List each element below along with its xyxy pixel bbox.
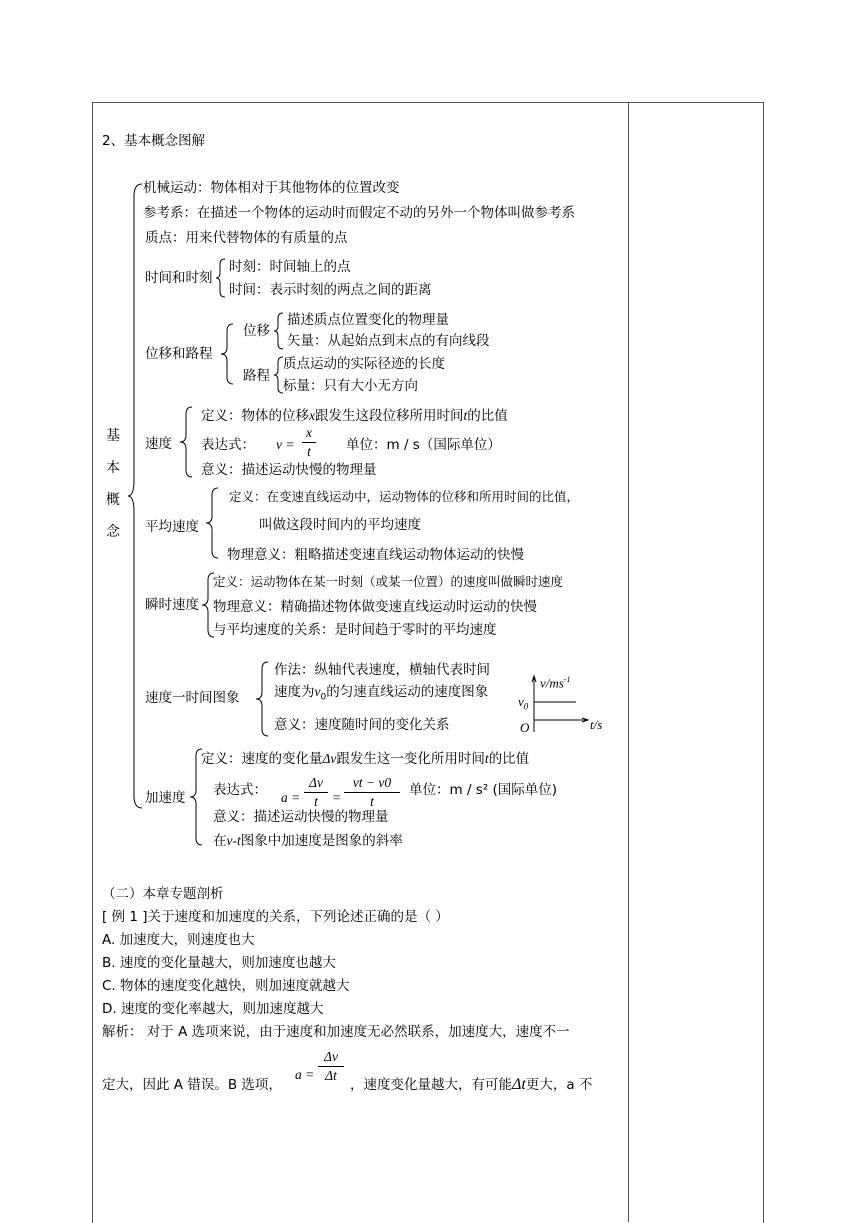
path-sub-label: 路程 xyxy=(243,368,270,384)
acceleration-def: 定义：速度的变化量Δv跟发生这一变化所用时间t的比值 xyxy=(201,751,530,767)
vt-axis-y-label: $v/ms^{-1}$ xyxy=(540,675,571,691)
example-option-b: B. 速度的变化量越大，则加速度也越大 xyxy=(102,955,336,971)
path-def: 质点运动的实际径迹的长度 xyxy=(283,356,445,372)
velocity-unit: 单位：m / s（国际单位） xyxy=(346,437,501,453)
analysis-line-1: 解析： 对于 A 选项来说，由于速度和加速度无必然联系，加速度大，速度不一 xyxy=(102,1024,570,1040)
vt-graph-method: 作法：纵轴代表速度，横轴代表时间 xyxy=(274,662,490,678)
time-interval: 时间：表示时刻的两点之间的距离 xyxy=(229,282,432,298)
analysis-formula-fraction: Δv Δt xyxy=(318,1049,344,1084)
disp-vector: 矢量：从起始点到末点的有向线段 xyxy=(287,333,490,349)
acceleration-formula-eq: = xyxy=(332,790,342,805)
analysis-formula-lhs: a = xyxy=(295,1067,315,1082)
avg-velocity-label: 平均速度 xyxy=(145,519,199,535)
main-brace xyxy=(128,182,144,810)
analysis-line-2-pre: 定大，因此 A 错误。B 选项， xyxy=(102,1077,282,1093)
root-label-2: 本 xyxy=(106,460,120,476)
avg-velocity-def-1: 定义：在变速直线运动中，运动物体的位移和所用时间的比值， xyxy=(229,489,580,504)
velocity-def: 定义：物体的位移x跟发生这段位移所用时间t的比值 xyxy=(201,408,508,424)
reference-frame: 参考系：在描述一个物体的运动时而假定不动的另外一个物体叫做参考系 xyxy=(143,205,575,221)
acceleration-unit: 单位：m / s² (国际单位) xyxy=(409,782,558,798)
time-brace xyxy=(216,258,226,298)
velocity-formula-lhs: v = xyxy=(276,437,295,452)
vt-graph-brace xyxy=(256,661,270,737)
avg-velocity-meaning: 物理意义：粗略描述变速直线运动物体运动的快慢 xyxy=(227,547,524,563)
velocity-expr-label: 表达式： xyxy=(201,437,255,453)
vt-graph-label: 速度一时间图象 xyxy=(145,690,240,706)
disp-def: 描述质点位置变化的物理量 xyxy=(287,312,449,328)
disp-sub-brace xyxy=(274,312,284,350)
root-label-3: 概 xyxy=(106,492,120,508)
section-title: （二）本章专题剖析 xyxy=(102,886,224,902)
inst-velocity-def: 定义：运动物体在某一时刻（或某一位置）的速度叫做瞬时速度 xyxy=(213,574,564,589)
example-option-c: C. 物体的速度变化越快，则加速度就越大 xyxy=(102,978,350,994)
acceleration-meaning: 意义：描述运动快慢的物理量 xyxy=(213,809,389,825)
velocity-brace xyxy=(180,406,194,478)
acceleration-formula-lhs: a = xyxy=(281,790,301,805)
path-scalar: 标量：只有大小无方向 xyxy=(283,378,418,394)
time-label: 时间和时刻 xyxy=(145,270,213,286)
displacement-label: 位移和路程 xyxy=(145,346,213,362)
acceleration-formula-fraction-2: vt − v0 t xyxy=(344,775,400,810)
root-label-4: 念 xyxy=(106,524,120,540)
example-option-a: A. 加速度大，则速度也大 xyxy=(102,932,255,948)
inst-velocity-label: 瞬时速度 xyxy=(145,597,199,613)
example-question: [ 例 1 ]关于速度和加速度的关系，下列论述正确的是（ ） xyxy=(102,909,449,925)
displacement-brace xyxy=(221,323,235,385)
velocity-label: 速度 xyxy=(145,436,172,452)
avg-velocity-def-2: 叫做这段时间内的平均速度 xyxy=(259,517,421,533)
inst-velocity-relation: 与平均速度的关系：是时间趋于零时的平均速度 xyxy=(213,622,497,638)
root-label-1: 基 xyxy=(106,428,120,444)
section-heading: 2、基本概念图解 xyxy=(102,133,206,149)
velocity-meaning: 意义：描述运动快慢的物理量 xyxy=(201,462,377,478)
analysis-line-2-mid: ，速度变化量越大，有可能Δt更大，a 不 xyxy=(350,1076,593,1093)
disp-sub-label: 位移 xyxy=(243,323,270,339)
acceleration-formula-fraction-1: Δv t xyxy=(304,775,328,810)
vt-origin-label: O xyxy=(520,720,530,735)
acceleration-label: 加速度 xyxy=(145,790,186,806)
avg-velocity-brace xyxy=(206,487,220,559)
acceleration-slope: 在v-t图象中加速度是图象的斜率 xyxy=(213,833,403,849)
table-column-divider xyxy=(628,102,629,1222)
mech-motion: 机械运动：物体相对于其他物体的位置改变 xyxy=(143,180,400,196)
inst-velocity-meaning: 物理意义：精确描述物体做变速直线运动时运动的快慢 xyxy=(213,599,537,615)
vt-graph-meaning: 意义：速度随时间的变化关系 xyxy=(274,717,450,733)
vt-graph-uniform: 速度为$v_0$的匀速直线运动的速度图象 xyxy=(274,684,489,703)
vt-axis-x-label: t/s xyxy=(590,717,603,732)
acceleration-expr-label: 表达式： xyxy=(213,782,267,798)
vt-v0-label: $v_0$ xyxy=(518,694,529,712)
example-option-d: D. 速度的变化率越大，则加速度越大 xyxy=(102,1001,324,1017)
particle: 质点：用来代替物体的有质量的点 xyxy=(145,230,348,246)
time-moment: 时刻：时间轴上的点 xyxy=(229,259,351,275)
velocity-formula-fraction: x t xyxy=(302,425,316,460)
